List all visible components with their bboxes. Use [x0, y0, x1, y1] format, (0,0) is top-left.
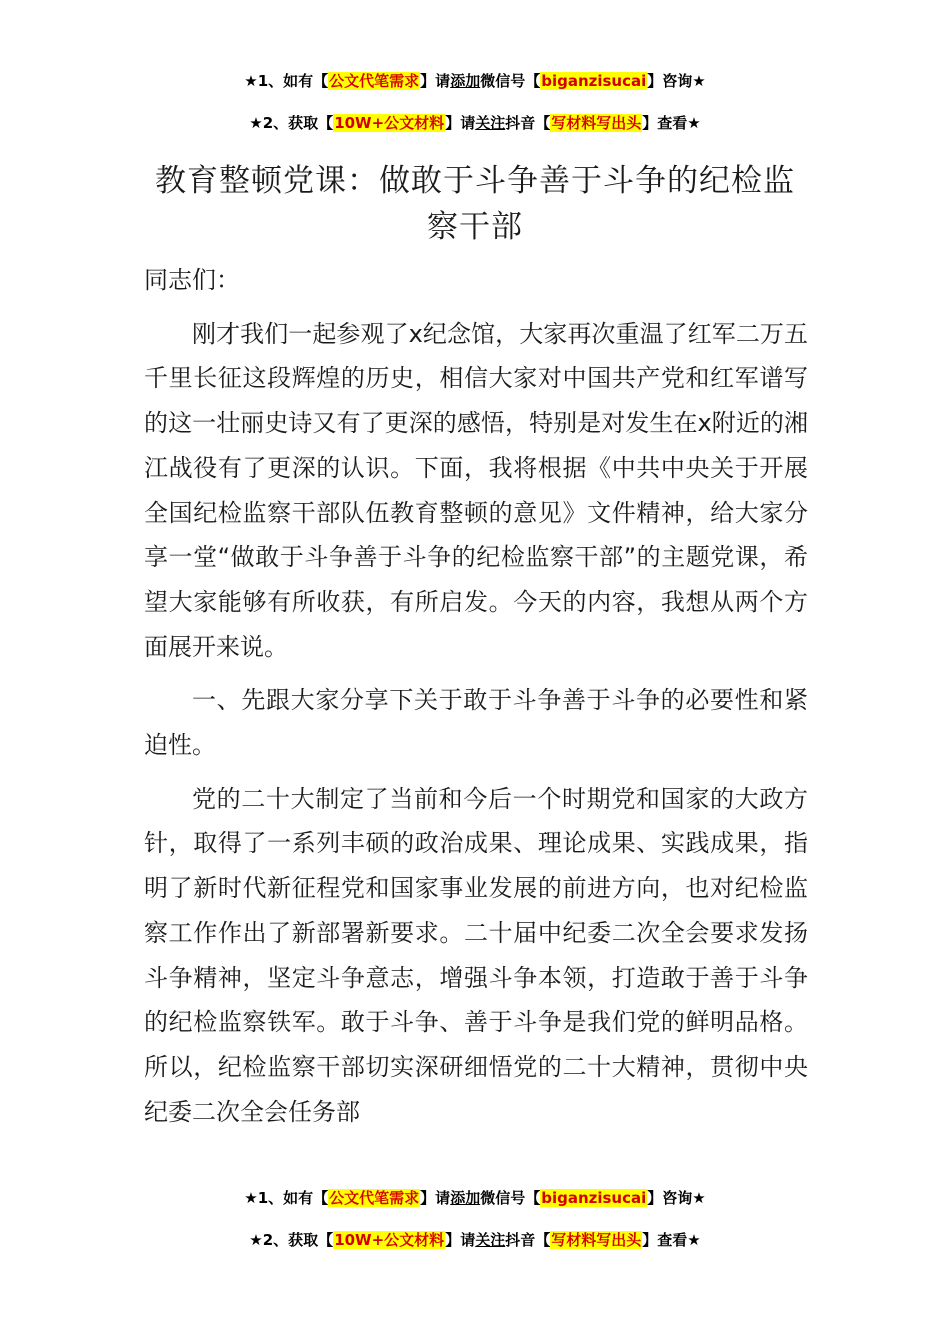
- top-banner-line-1: [0, 70, 950, 91]
- banner-text: ★1、如有【: [244, 72, 329, 90]
- banner-text: 】查看★: [642, 114, 701, 132]
- banner-highlight: 10W+公文材料: [334, 1231, 445, 1249]
- banner-highlight: 10W+公文材料: [334, 114, 445, 132]
- bottom-banner-line-2: [0, 1229, 950, 1250]
- banner-text: 】请: [420, 1189, 451, 1207]
- banner-underlined: 添加: [450, 1189, 481, 1207]
- banner-highlight: 公文代笔需求: [329, 72, 420, 90]
- banner-text: 】请: [445, 1231, 476, 1249]
- banner-text: 】查看★: [642, 1231, 701, 1249]
- body-paragraph: 党的二十大制定了当前和今后一个时期党和国家的大政方针，取得了一系列丰硕的政治成果、理论成果、实践成果，指明了新时代新征程党和国家事业发展的前进方向，也对纪检监察工作作出了新部署新要求。二十届中纪委二次全会要求发扬斗争精神，坚定斗争意志，增强斗争本领，打造敢于善于斗争的纪检监察铁军。敢于斗争、善于斗争是我们党的鲜明品格。所以，纪检监察干部切实深研细悟党的二十大精神，贯彻中央纪委二次全会任务部: [144, 784, 808, 1126]
- banner-text: 】咨询★: [647, 1189, 706, 1207]
- section-heading: 一、先跟大家分享下关于敢于斗争善于斗争的必要性和紧迫性。: [144, 686, 808, 760]
- banner-text: 】请: [445, 114, 476, 132]
- document-title: 教育整顿党课：做敢于斗争善于斗争的纪检监察干部: [155, 163, 795, 245]
- banner-text: 抖音【: [505, 1231, 551, 1249]
- banner-highlight: 公文代笔需求: [329, 1189, 420, 1207]
- salutation: 同志们：: [144, 266, 240, 294]
- banner-text: ★1、如有【: [244, 1189, 329, 1207]
- banner-highlight: 写材料写出头: [551, 114, 642, 132]
- banner-underlined: 关注: [475, 1231, 506, 1249]
- bottom-banner-line-1: [0, 1187, 950, 1208]
- banner-text: 微信号【: [480, 1189, 541, 1207]
- banner-text: 微信号【: [480, 72, 541, 90]
- banner-text: 】请: [420, 72, 451, 90]
- top-banner-line-2: [0, 112, 950, 133]
- banner-underlined: 添加: [450, 72, 481, 90]
- document-body: [144, 258, 808, 1134]
- body-paragraph: 刚才我们一起参观了x纪念馆，大家再次重温了红军二万五千里长征这段辉煌的历史，相信大家对中国共产党和红军谱写的这一壮丽史诗又有了更深的感悟，特别是对发生在x附近的湘江战役有了更深的认识。下面，我将根据《中共中央关于开展全国纪检监察干部队伍教育整顿的意见》文件精神，给大家分享一堂“做敢于斗争善于斗争的纪检监察干部”的主题党课，希望大家能够有所收获，有所启发。今天的内容，我想从两个方面展开来说。: [144, 319, 808, 661]
- banner-text: 】咨询★: [647, 72, 706, 90]
- banner-highlight: biganzisucai: [541, 1189, 647, 1207]
- banner-highlight: 写材料写出头: [551, 1231, 642, 1249]
- banner-text: 抖音【: [505, 114, 551, 132]
- banner-underlined: 关注: [475, 114, 506, 132]
- banner-text: ★2、获取【: [249, 1231, 334, 1249]
- banner-highlight: biganzisucai: [541, 72, 647, 90]
- banner-text: ★2、获取【: [249, 114, 334, 132]
